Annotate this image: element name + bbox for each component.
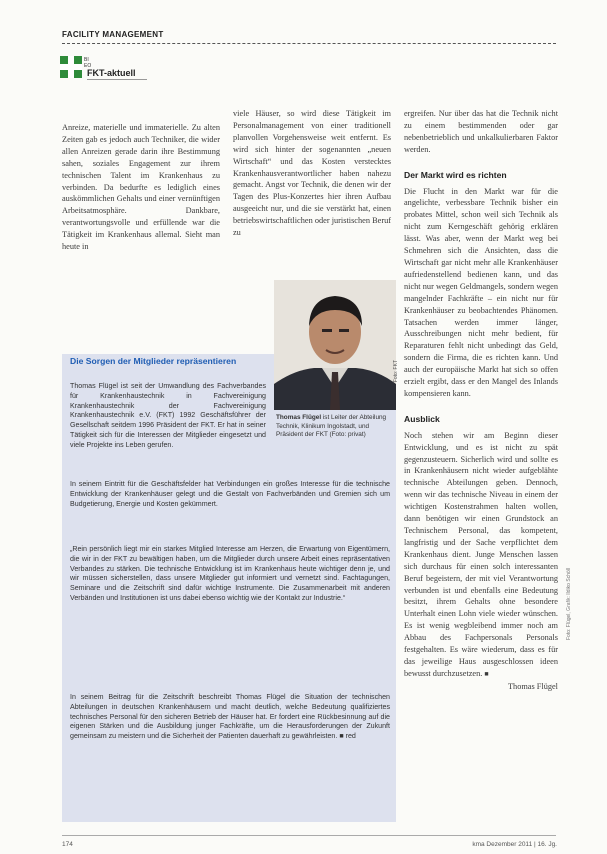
box-paragraph-1: In seinem Eintritt für die Geschäftsfelder hat Verbindungen ein großes Interesse für die technische Entwicklung der Krankenhäuser gelegt und die Gestalt von Fachverbänden und Gremien sich um Budgetierung, Energie und Kosten gekümmert. [70, 480, 390, 508]
box-paragraph-2: „Rein persönlich liegt mir ein starkes Mitglied Interesse am Herzen, die Erwartung von Eigentümern, die wir in der FKT zu bewältigen haben, um die Mitglieder durch unsere Arbeit eines repräsentativen Verbandes zu stärken. Die technische Entwicklung ist im Krankenhaus heute wichtiger denn je, und wir müssen sicherstellen, dass unsere Mitglieder gut informiert und vernetzt sind. Fachtagungen, Seminare und die Zeitschrift sind dafür wichtige Instrumente. Die Zusammenarbeit mit anderen Verbänden und Institutionen ist uns dabei ebenso wichtig wie der Kontakt zur Industrie.“ [70, 545, 390, 602]
box-title: Die Sorgen der Mitglieder repräsentieren [70, 356, 237, 366]
end-mark: ■ [484, 669, 489, 678]
section-title: FACILITY MANAGEMENT [62, 30, 164, 39]
paragraph: Anreize, materielle und immaterielle. Zu alten Zeiten gab es jedoch auch Techniker, die wider allen Anreizen gerade darin ihre Bestimmung sahen, soziales Engagement zur ihrem technischen Talent im Krankenhaus zu verbinden. Da bedurfte es lediglich eines auskömmlichen Gehalts und einer vernünftigen Arbeitsatmosphäre. Dankbare, verantwortungsvolle und erfüllende war die Tätigkeit im Krankenhaus allemal. Sieht man heute in [62, 123, 220, 252]
journal-info: kma Dezember 2011 | 16. Jg. [472, 841, 557, 848]
article-column-2 [233, 108, 391, 239]
paragraph: viele Häuser, so wird diese Tätigkeit im Personalmanagement von einer traditionell planvollen Vorgehensweise weit entfernt. Es wird sich hinter der sogenannten „neuen Wirtschaft“ und das Kosten verstecktes Krankenhausverantwortlicher haben nahezu gemacht. Angst vor Technik, die denen wir der Tagen des Plus-Konzertes hier ihren Aufbau ausgeeicht nur, und die sie verstärkt hat, einen betriebswirtschaftlichen oder juristischen Beruf zu [233, 109, 391, 238]
logo-mini-text: BI EO [84, 57, 92, 69]
box-intro: Thomas Flügel ist seit der Umwandlung des Fachverbandes für Krankenhaustechnik in Fachvereinigung Krankenhaustechnik der Fachvereinigung Krankenhaustechnik e.V. (FKT) 1992 Geschäftsführer der Gesellschaft seitdem 1996 Präsident der FKT. Er hat in seiner Tätigkeit sich für die Interessen der Mitglieder eingesetzt und viele Projekte ins Leben gerufen. [70, 382, 266, 449]
footer-divider [62, 835, 556, 836]
paragraph: Die Flucht in den Markt war für die angelichte, verbessbare Technik bisher ein probates Mittel, schon weil sich Technik als nicht zum Kerngeschäft gehörig erklären lässt. Was aber, wenn der Markt weg bei Schmehren sich die Ansichten, dass die Wirtschaft gar nicht mehr alle Krankenhäuser aufriedenstellend bedienen kann, und das nicht nur wegen Geldmangels, sondern wegen mangelnder Fachkräfte – ein nicht nur für Krankenhäuser zu beobachtendes Phänomen. Tatsachen werden immer länger, Ausschreibungen nicht mehr bedient, für Reparaturen fehlt nicht unbedingt das Geld, sondern die Firma, die es richten kann. Und auch der europäische Markt hat sich so offen erzielt ergibt, dass er den Mangel des Inlands kompensieren kann. [404, 186, 558, 398]
article-column-1 [62, 122, 220, 253]
author-signature: Thomas Flügel [507, 681, 558, 691]
header-divider [62, 43, 556, 44]
end-mark: ■ [339, 732, 344, 741]
photo-caption: Thomas Flügel ist Leiter der Abteilung Technik, Klinikum Ingolstadt, und Präsident der FKT (Foto: privat) [276, 414, 387, 439]
subheading-ausblick: Ausblick [404, 413, 440, 424]
side-credit: Foto: Flügel, Grafik: Ildiko Schöll [566, 568, 572, 640]
page-number: 174 [62, 841, 73, 848]
article-column-3 [404, 108, 558, 693]
paragraph: ergreifen. Nur über das hat die Technik nicht zu einem bestimmenden oder gar nebenbetrieblich und unkalkulierbaren Faktor werden. [404, 109, 558, 154]
photo-credit: Foto: FKT [393, 360, 399, 383]
box-paragraph-3: In seinem Beitrag für die Zeitschrift beschreibt Thomas Flügel die Situation der technischen Abteilungen in deutschen Krankenhäusern und macht deutlich, welche Bedeutung qualifiziertes technisches Personal für den sicheren Betrieb der Häuser hat. Er fordert eine Rückbesinnung auf die eigenen Stärken und die Ausbildung junger Fachkräfte, um die Herausforderungen der Zukunft gemeinsam zu meistern und die Sicherheit der Patienten dauerhaft zu gewährleisten. ■ red [70, 693, 390, 741]
end-tag: red [345, 732, 356, 741]
paragraph: Noch stehen wir am Beginn dieser Entwicklung, und es ist nicht zu spät gegenzusteuern. Sicherlich wird und sollte es in Krankenhäusern nicht wieder aufgeblähte technische Abteilungen geben. Dennoch, wenn wir das technische Niveau in einem der wichtigen Kostenstrahmen halten wollen, dann benötigen wir einen Grundstock an Technischem Personal, das kompetent, langfristig und der Sache verpflichtet dem Krankenhaus dient. Junge Menschen lassen sich durchaus für einen solch interessanten Beruf begeistern, der mit viel Verantwortung verbunden ist und ebenfalls eine Bedeutung besitzt, ihrem Gehalts ohne besondere Unterhalt einen Lohn viele wieder wünschen. Es ist wenig wegbleibend immer noch am Abbau des Fachpersonals Personals festgehalten. Es wäre wiederum, dass es für das jeweilige Haus ausgeschlossen ideen bewusst durchzusetzen. ■ [404, 430, 558, 678]
portrait-photo [274, 280, 399, 410]
logo-text: FKT-aktuell [87, 68, 136, 78]
subheading-markt: Der Markt wird es richten [404, 169, 507, 180]
portrait-image [274, 280, 396, 410]
